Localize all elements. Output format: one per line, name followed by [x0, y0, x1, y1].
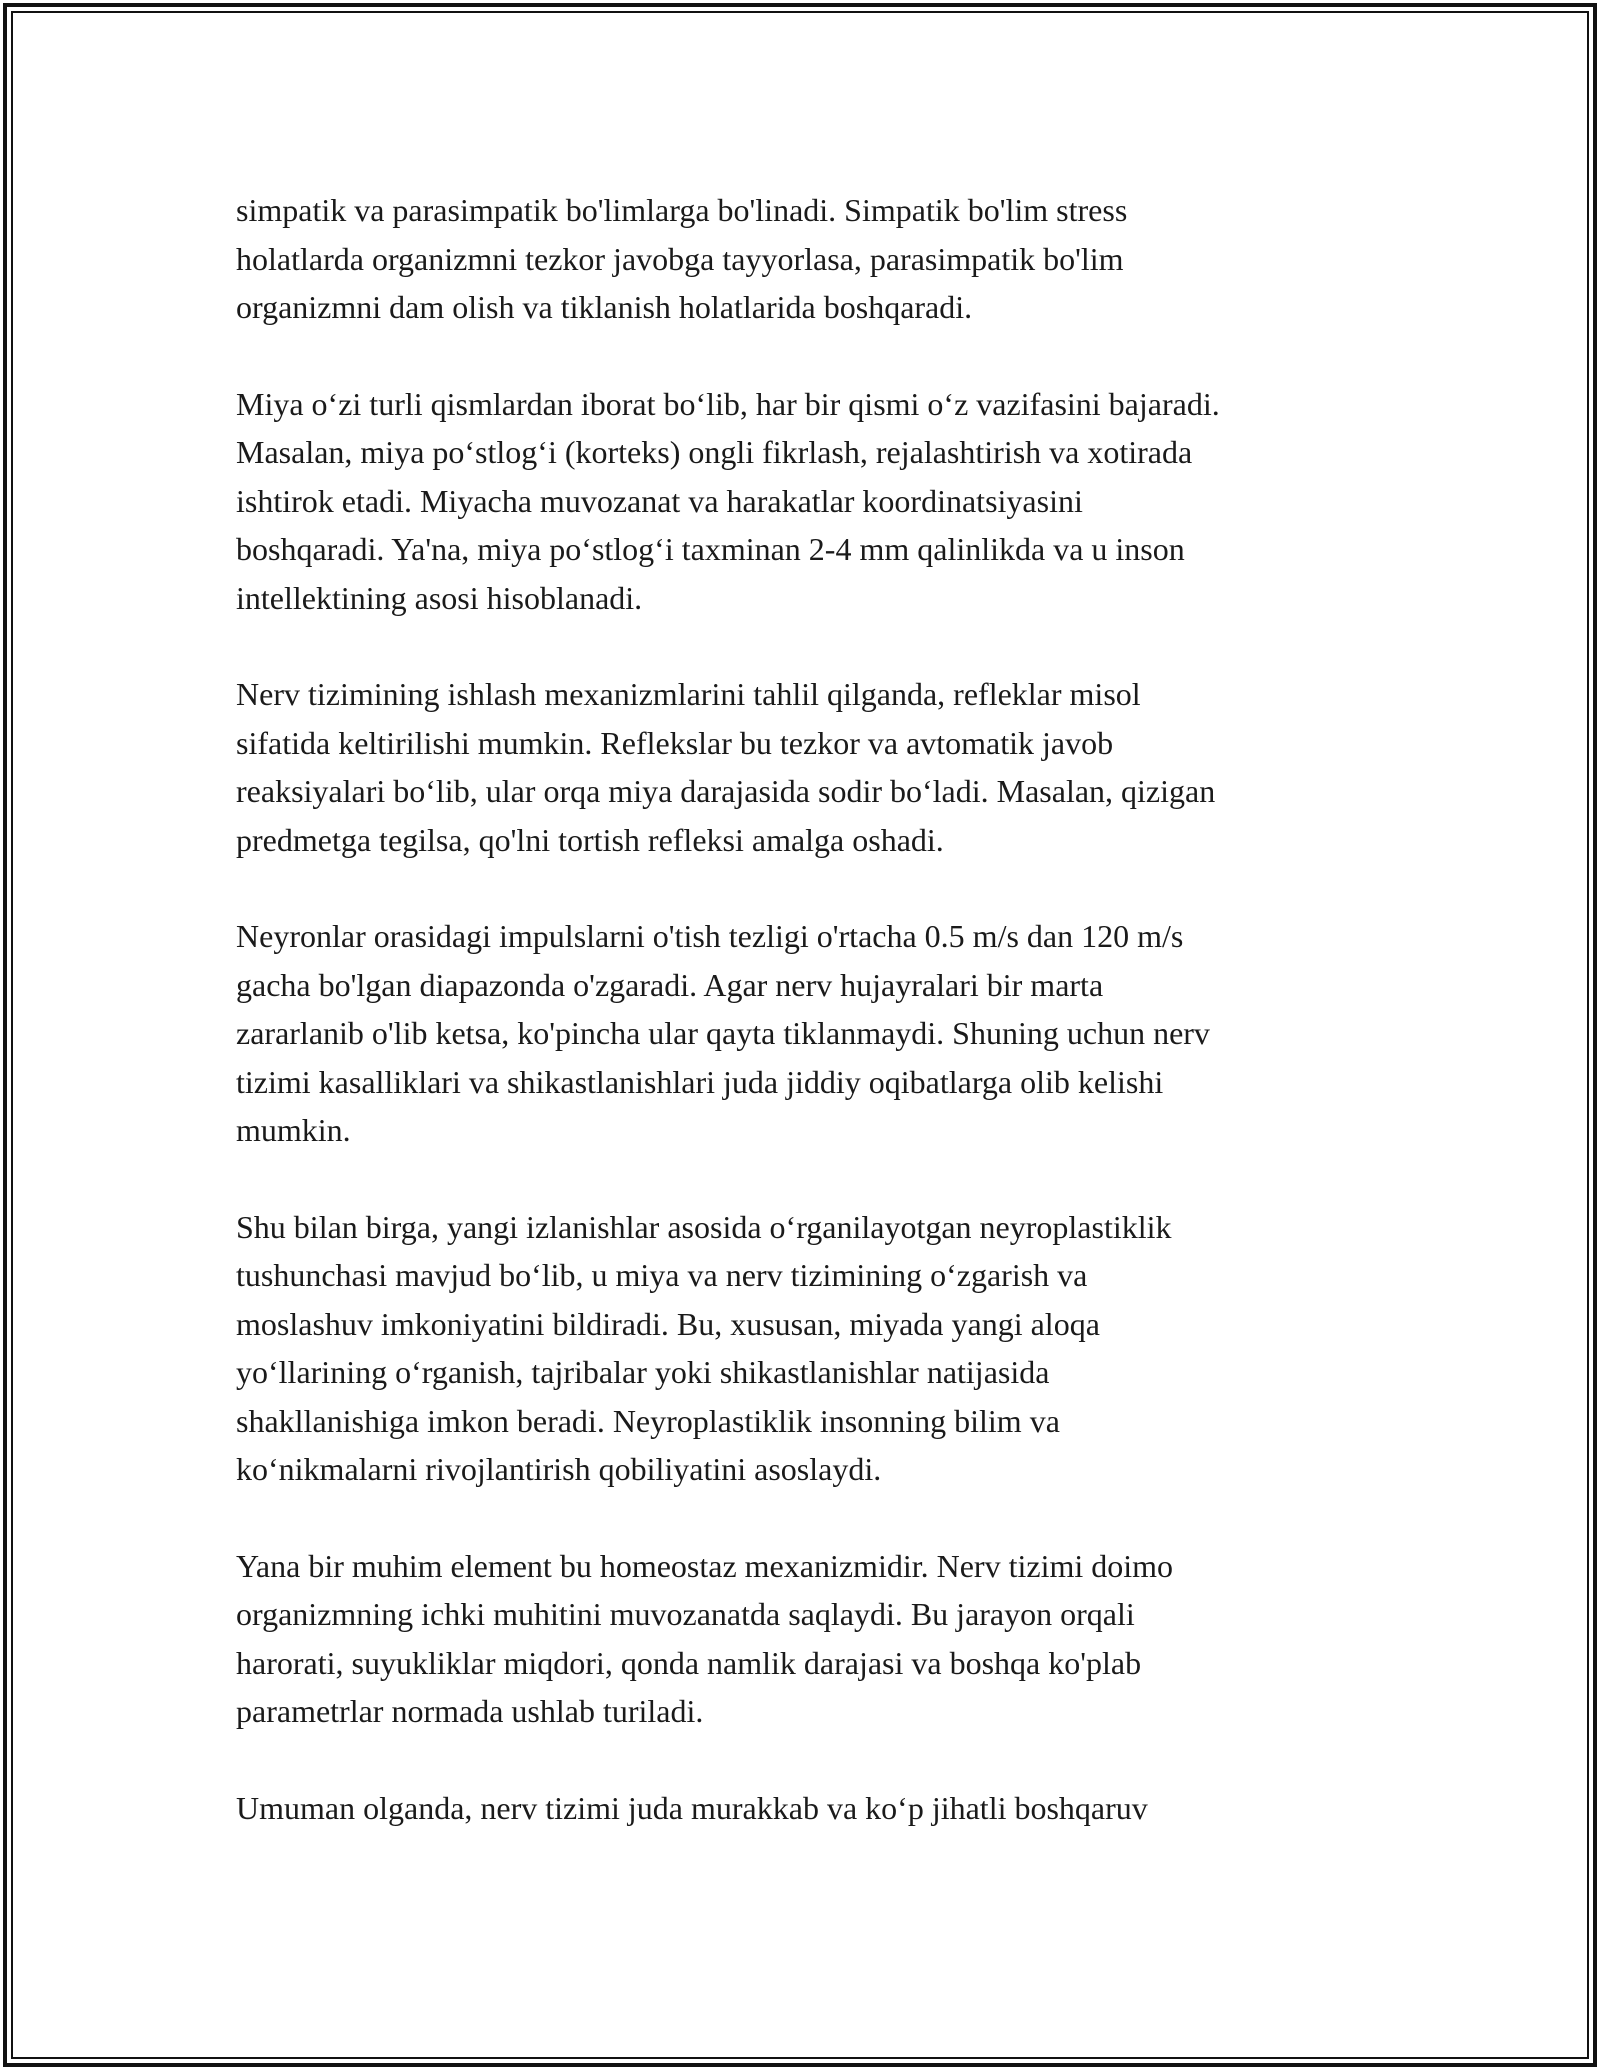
text-line: sifatida keltirilishi mumkin. Reflekslar bu tezkor va avtomatik javob: [236, 724, 1114, 761]
text-line: organizmning ichki muhitini muvozanatda saqlaydi. Bu jarayon orqali: [236, 1596, 1135, 1632]
text-line: organizmni dam olish va tiklanish holatlarida boshqaradi.: [236, 289, 973, 325]
text-line: gacha bo'lgan diapazonda o'zgaradi. Agar nerv hujayralari bir marta: [236, 966, 1104, 1003]
text-line: tushunchasi mavjud bo‘lib, u miya va nerv tizimining o‘zgarish va: [236, 1257, 1088, 1293]
text-line: simpatik va parasimpatik bo'limlarga bo'linadi. Simpatik bo'lim stress: [236, 192, 1128, 228]
text-line: zararlanib o'lib ketsa, ko'pincha ular qayta tiklanmaydi. Shuning uchun nerv: [236, 1015, 1210, 1051]
paragraph-reflexes: [236, 670, 1376, 864]
text-line: intellektining asosi hisoblanadi.: [236, 579, 643, 616]
text-line: ishtirok etadi. Miyacha muvozanat va harakatlar koordinatsiyasini: [236, 482, 1083, 519]
text-line: reaksiyalari bo‘lib, ular orqa miya darajasida sodir bo‘ladi. Masalan, qizigan: [236, 773, 1216, 809]
paragraph-sympathetic: [236, 186, 1376, 332]
text-line: tizimi kasalliklari va shikastlanishlari juda jiddiy oqibatlarga olib kelishi: [236, 1063, 1164, 1100]
text-line: shakllanishiga imkon beradi. Neyroplastiklik insonning bilim va: [236, 1402, 1060, 1439]
paragraph-brain-parts: [236, 380, 1376, 623]
text-line: Umuman olganda, nerv tizimi juda murakkab va ko‘p jihatli boshqaruv: [236, 1789, 1148, 1826]
text-line: moslashuv imkoniyatini bildiradi. Bu, xususan, miyada yangi aloqa: [236, 1305, 1100, 1342]
page-body: [236, 186, 1376, 1880]
text-line: predmetga tegilsa, qo'lni tortish refleksi amalga oshadi.: [236, 821, 944, 858]
paragraph-impulse-speed: [236, 912, 1376, 1155]
text-line: parametrlar normada ushlab turiladi.: [236, 1693, 704, 1729]
text-line: boshqaradi. Ya'na, miya po‘stlog‘i taxminan 2-4 mm qalinlikda va u inson: [236, 531, 1185, 567]
text-line: Miya o‘zi turli qismlardan iborat bo‘lib, har bir qismi o‘z vazifasini bajaradi.: [236, 385, 1220, 422]
text-line: Masalan, miya po‘stlog‘i (korteks) ongli fikrlash, rejalashtirish va xotirada: [236, 434, 1193, 470]
text-line: Nerv tizimining ishlash mexanizmlarini tahlil qilganda, refleklar misol: [236, 676, 1141, 712]
paragraph-homeostasis: [236, 1542, 1376, 1736]
text-line: harorati, suyukliklar miqdori, qonda namlik darajasi va boshqa ko'plab: [236, 1644, 1142, 1681]
text-line: yo‘llarining o‘rganish, tajribalar yoki shikastlanishlar natijasida: [236, 1354, 1050, 1390]
text-line: holatlarda organizmni tezkor javobga tayyorlasa, parasimpatik bo'lim: [236, 240, 1124, 277]
paragraph-neuroplasticity: [236, 1203, 1376, 1494]
text-line: Neyronlar orasidagi impulslarni o'tish tezligi o'rtacha 0.5 m/s dan 120 m/s: [236, 918, 1184, 954]
text-line: Shu bilan birga, yangi izlanishlar asosida o‘rganilayotgan neyroplastiklik: [236, 1208, 1172, 1245]
text-line: Yana bir muhim element bu homeostaz mexanizmidir. Nerv tizimi doimo: [236, 1547, 1174, 1584]
paragraph-conclusion: [236, 1784, 1376, 1833]
text-line: ko‘nikmalarni rivojlantirish qobiliyatini asoslaydi.: [236, 1451, 882, 1487]
text-line: mumkin.: [236, 1112, 351, 1148]
